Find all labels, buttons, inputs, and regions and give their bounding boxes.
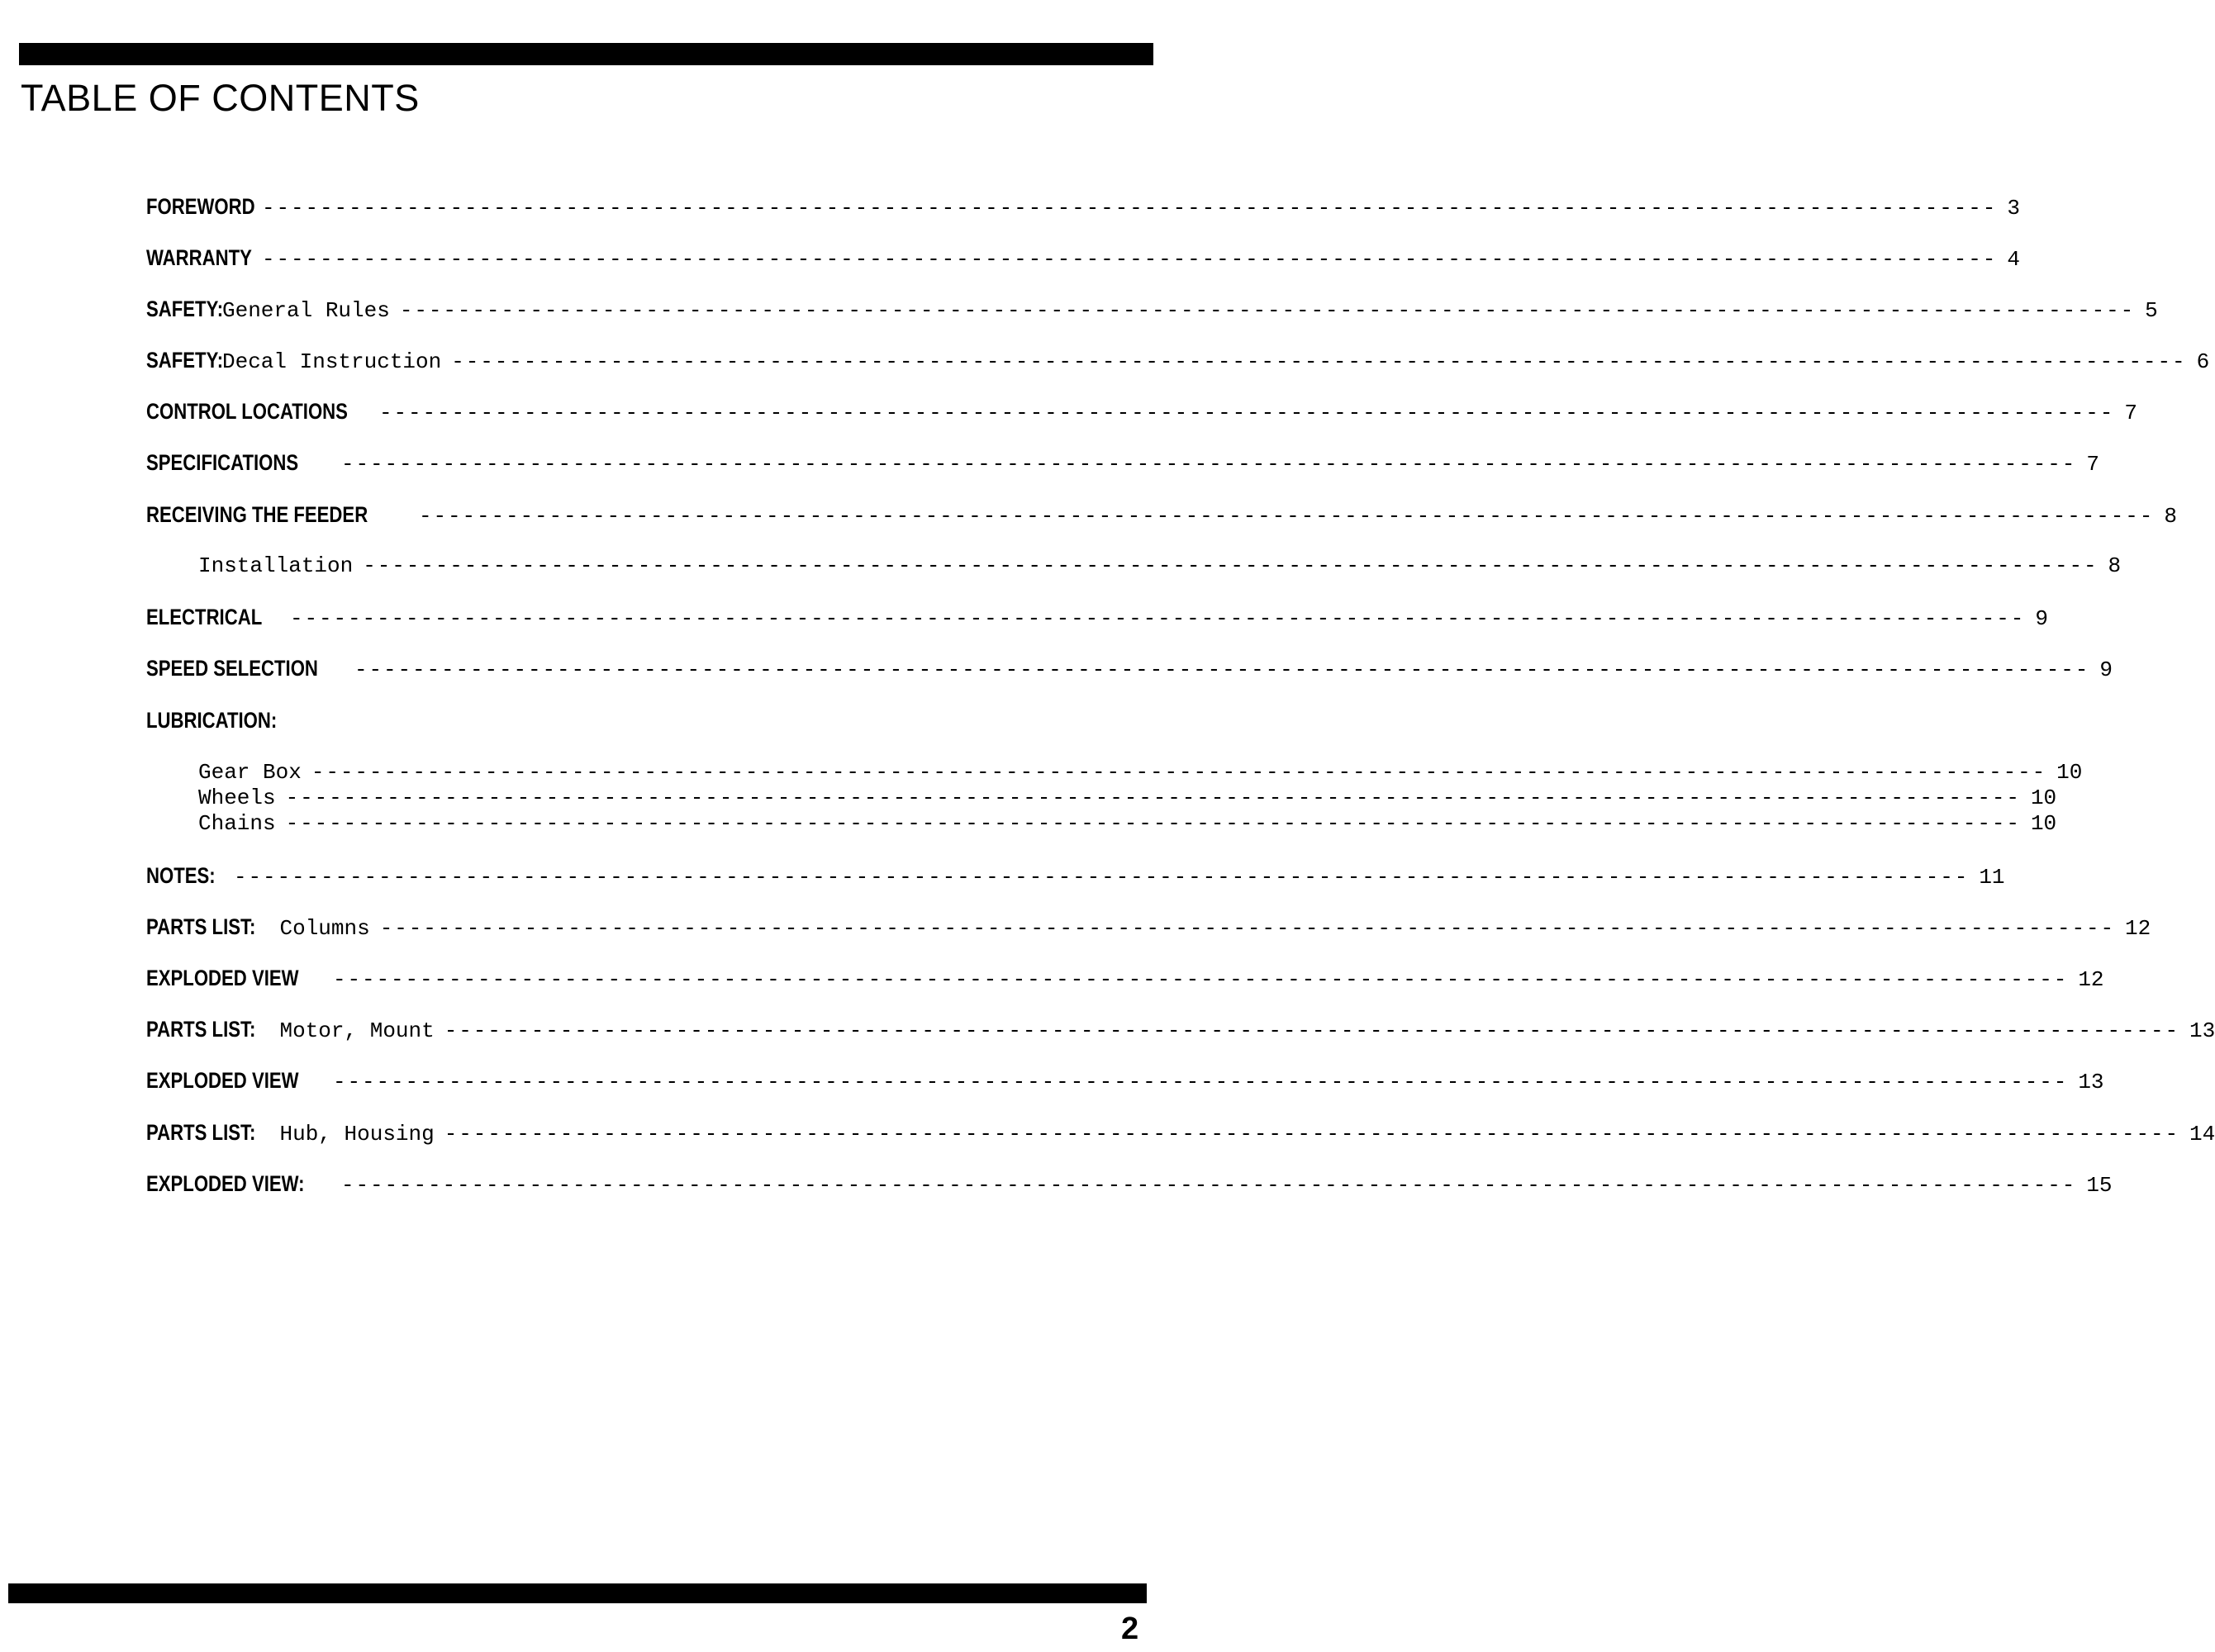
toc-entry-foreword: [146, 192, 2020, 221]
toc-page: 13: [2078, 1070, 2104, 1094]
toc-label: RECEIVING THE FEEDER: [146, 502, 368, 527]
page-number: 2: [1121, 1612, 1139, 1646]
toc-leader: ------------------------------------------------------------------------------------------------------------------------: [311, 760, 2047, 785]
toc-entry-installation: [198, 552, 2122, 580]
toc-sublabel: Chains: [198, 811, 276, 836]
toc-leader: ------------------------------------------------------------------------------------------------------------------------: [399, 298, 2136, 323]
toc-label: SPEED SELECTION: [146, 656, 318, 681]
toc-label: NOTES:: [146, 863, 216, 888]
toc-sublabel: Columns: [279, 916, 370, 941]
toc-sublabel: Gear Box: [198, 760, 302, 785]
toc-sublabel: Motor, Mount: [279, 1018, 435, 1043]
toc-page: 14: [2189, 1122, 2215, 1146]
toc-page: 8: [2164, 504, 2177, 529]
toc-entry-safety-general-rules: [146, 295, 2158, 323]
toc-leader: ------------------------------------------------------------------------------------------------------------------------: [379, 401, 2115, 425]
toc-sublabel: Decal Instruction: [222, 349, 442, 374]
toc-label: WARRANTY: [146, 245, 252, 270]
toc-page: 13: [2189, 1018, 2215, 1043]
toc-leader: ------------------------------------------------------------------------------------------------------------------------: [285, 786, 2021, 810]
toc-leader: ------------------------------------------------------------------------------------------------------------------------: [262, 247, 1998, 272]
toc-entry-lubrication: [146, 706, 1019, 734]
toc-sublabel: Wheels: [198, 786, 276, 810]
toc-entry-control-locations: [146, 397, 2137, 425]
toc-leader: ------------------------------------------------------------------------------------------------------------------------: [354, 657, 2090, 682]
toc-page: 4: [2007, 247, 2020, 272]
toc-entry-speed-selection: [146, 654, 2113, 682]
toc-label: EXPLODED VIEW: [146, 1068, 299, 1093]
toc-leader: ------------------------------------------------------------------------------------------------------------------------: [285, 811, 2021, 836]
toc-page: 5: [2145, 298, 2158, 323]
toc-label: FOREWORD: [146, 194, 255, 219]
toc-page: 7: [2124, 401, 2137, 425]
toc-page: 8: [2108, 553, 2122, 578]
toc-entry-wheels: [198, 786, 2057, 811]
toc-leader: ------------------------------------------------------------------------------------------------------------------------: [363, 553, 2099, 578]
toc-leader: ------------------------------------------------------------------------------------------------------------------------: [451, 349, 2187, 374]
toc-leader: ------------------------------------------------------------------------------------------------------------------------: [419, 504, 2155, 529]
toc-leader: ------------------------------------------------------------------------------------------------------------------------: [379, 916, 2116, 941]
bottom-rule: [8, 1583, 1147, 1603]
toc-label: ELECTRICAL: [146, 605, 263, 629]
toc-entry-electrical: [146, 603, 2048, 631]
toc-label: SPECIFICATIONS: [146, 450, 299, 475]
toc-label: PARTS LIST:: [146, 914, 256, 939]
toc-label: PARTS LIST:: [146, 1017, 256, 1042]
toc-entry-chains: [198, 811, 2057, 837]
toc-entry-receiving-the-feeder: [146, 501, 2177, 529]
toc-entry-parts-list-columns: [146, 913, 2151, 941]
page-title: TABLE OF CONTENTS: [21, 77, 420, 119]
toc-label: SAFETY:: [146, 297, 224, 321]
toc-label: LUBRICATION:: [146, 708, 278, 733]
toc-page: 7: [2086, 452, 2099, 477]
toc-label: SAFETY:: [146, 348, 224, 373]
toc-page: 12: [2125, 916, 2151, 941]
toc-leader: ------------------------------------------------------------------------------------------------------------------------: [262, 196, 1998, 221]
toc-page: 10: [2030, 786, 2057, 810]
toc-entry-parts-list-motor-mount: [146, 1015, 2215, 1043]
toc-leader: ------------------------------------------------------------------------------------------------------------------------: [234, 865, 1970, 890]
toc-page: 10: [2030, 811, 2057, 836]
toc-entry-gear-box: [198, 760, 2083, 786]
toc-leader: ------------------------------------------------------------------------------------------------------------------------: [444, 1122, 2180, 1146]
toc-entry-parts-list-hub-housing: [146, 1118, 2215, 1146]
top-rule: [19, 43, 1153, 65]
toc-page: 11: [1979, 865, 2005, 890]
toc-entry-exploded-view-2: [146, 1066, 2104, 1094]
toc-entry-exploded-view-3: [146, 1170, 2113, 1198]
toc-sublabel: General Rules: [222, 298, 390, 323]
toc-leader: ------------------------------------------------------------------------------------------------------------------------: [444, 1018, 2180, 1043]
toc-page: 9: [2099, 657, 2113, 682]
toc-label: EXPLODED VIEW: [146, 966, 299, 990]
toc-leader: ------------------------------------------------------------------------------------------------------------------------: [341, 452, 2077, 477]
toc-sublabel: Installation: [198, 553, 354, 578]
toc-entry-specifications: [146, 449, 2099, 477]
toc-leader: ------------------------------------------------------------------------------------------------------------------------: [341, 1173, 2077, 1198]
toc-page: 15: [2086, 1173, 2113, 1198]
toc-label: PARTS LIST:: [146, 1120, 256, 1145]
toc-entry-safety-decal-instruction: [146, 346, 2210, 374]
toc-leader: ------------------------------------------------------------------------------------------------------------------------: [333, 967, 2069, 992]
toc-page: 6: [2196, 349, 2210, 374]
toc-entry-notes: [146, 862, 2005, 890]
toc-sublabel: Hub, Housing: [279, 1122, 435, 1146]
toc-page: 12: [2078, 967, 2104, 992]
toc-entry-exploded-view-1: [146, 964, 2104, 992]
toc-page: 9: [2035, 606, 2048, 631]
toc-label: EXPLODED VIEW:: [146, 1171, 305, 1196]
toc-page: 3: [2007, 196, 2020, 221]
toc-label: CONTROL LOCATIONS: [146, 399, 348, 424]
toc-leader: ------------------------------------------------------------------------------------------------------------------------: [333, 1070, 2069, 1094]
toc-leader: ------------------------------------------------------------------------------------------------------------------------: [290, 606, 2026, 631]
toc-page: 10: [2056, 760, 2083, 785]
toc-entry-warranty: [146, 244, 2020, 272]
